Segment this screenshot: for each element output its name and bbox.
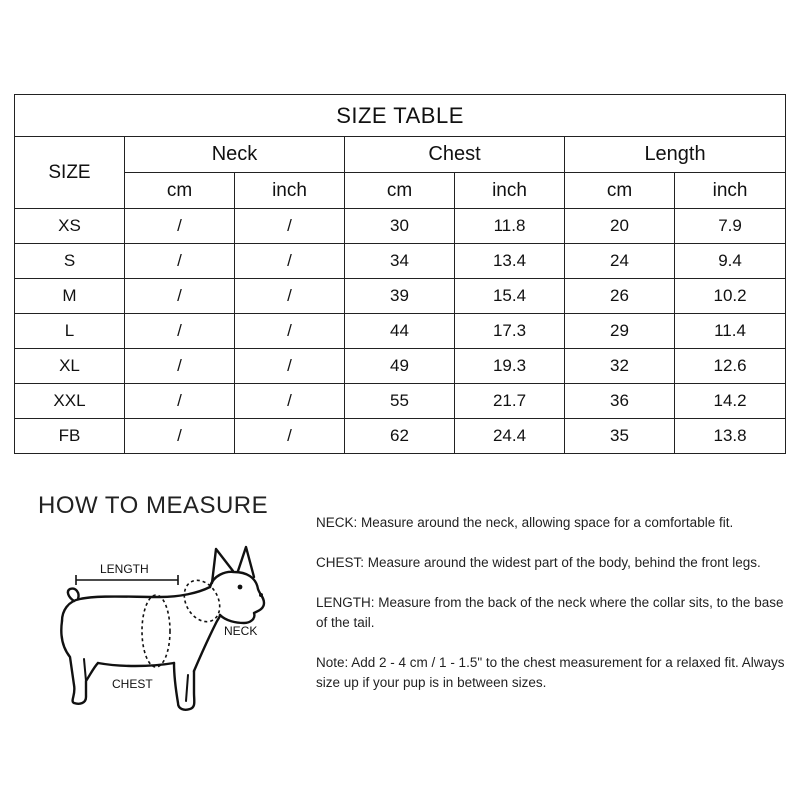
dog-eye xyxy=(238,585,243,590)
chest-label: CHEST xyxy=(112,677,153,691)
length-group-header: Length xyxy=(565,137,786,173)
fit-note: Note: Add 2 - 4 cm / 1 - 1.5" to the chest measurement for a relaxed fit. Always size up if your pup is in between sizes. xyxy=(316,655,785,690)
table-row xyxy=(15,419,786,454)
measurement-cell: 13.4 xyxy=(455,244,565,279)
measurement-cell: 10.2 xyxy=(675,279,786,314)
measurement-cell: 12.6 xyxy=(675,349,786,384)
measurement-cell: 11.4 xyxy=(675,314,786,349)
measurement-cell: 14.2 xyxy=(675,384,786,419)
measurement-cell: 20 xyxy=(565,209,675,244)
dog-measure-figure xyxy=(50,535,280,760)
measurement-cell: 15.4 xyxy=(455,279,565,314)
measurement-cell: 36 xyxy=(565,384,675,419)
size-table xyxy=(14,94,786,454)
size-label-cell: M xyxy=(15,279,125,314)
size-label-cell: XXL xyxy=(15,384,125,419)
measurement-cell: 21.7 xyxy=(455,384,565,419)
size-label-cell: FB xyxy=(15,419,125,454)
table-title: SIZE TABLE xyxy=(15,95,786,137)
table-row xyxy=(15,314,786,349)
measurement-cell: / xyxy=(235,209,345,244)
measurement-cell: 39 xyxy=(345,279,455,314)
measurement-cell: / xyxy=(125,209,235,244)
size-label-cell: XS xyxy=(15,209,125,244)
table-body xyxy=(15,209,786,454)
neck-measure-ring xyxy=(177,574,227,628)
table-row xyxy=(15,279,786,314)
measurement-cell: 9.4 xyxy=(675,244,786,279)
measurement-cell: 24.4 xyxy=(455,419,565,454)
measurement-cell: / xyxy=(125,314,235,349)
measurement-cell: 13.8 xyxy=(675,419,786,454)
length-instruction: LENGTH: Measure from the back of the neck where the collar sits, to the base of the tail. xyxy=(316,595,784,630)
measure-instructions xyxy=(316,513,790,713)
table-row xyxy=(15,209,786,244)
measurement-cell: / xyxy=(235,419,345,454)
measurement-cell: 34 xyxy=(345,244,455,279)
chest-measure-ring xyxy=(142,595,170,667)
measurement-cell: / xyxy=(125,349,235,384)
measurement-cell: / xyxy=(235,314,345,349)
measurement-cell: 24 xyxy=(565,244,675,279)
table-row xyxy=(15,349,786,384)
table-row xyxy=(15,244,786,279)
measurement-cell: / xyxy=(125,419,235,454)
unit-header: inch xyxy=(675,173,786,209)
measurement-cell: 49 xyxy=(345,349,455,384)
chest-instruction: CHEST: Measure around the widest part of the body, behind the front legs. xyxy=(316,555,761,570)
measurement-cell: 29 xyxy=(565,314,675,349)
measurement-cell: / xyxy=(235,279,345,314)
table-row xyxy=(15,384,786,419)
measurement-cell: / xyxy=(235,349,345,384)
unit-header: inch xyxy=(235,173,345,209)
size-label-cell: XL xyxy=(15,349,125,384)
chest-group-header: Chest xyxy=(345,137,565,173)
measurement-cell: 44 xyxy=(345,314,455,349)
measurement-cell: 7.9 xyxy=(675,209,786,244)
size-label-cell: S xyxy=(15,244,125,279)
unit-header: cm xyxy=(125,173,235,209)
unit-header: inch xyxy=(455,173,565,209)
dog-nose xyxy=(259,593,263,597)
neck-group-header: Neck xyxy=(125,137,345,173)
neck-label: NECK xyxy=(224,624,258,638)
length-measure-line xyxy=(76,575,178,585)
measurement-cell: / xyxy=(125,244,235,279)
measurement-cell: 32 xyxy=(565,349,675,384)
measurement-cell: / xyxy=(235,244,345,279)
measurement-cell: 11.8 xyxy=(455,209,565,244)
measurement-cell: 19.3 xyxy=(455,349,565,384)
unit-header: cm xyxy=(345,173,455,209)
measurement-cell: 17.3 xyxy=(455,314,565,349)
measurement-cell: 30 xyxy=(345,209,455,244)
measurement-cell: 55 xyxy=(345,384,455,419)
measurement-cell: 26 xyxy=(565,279,675,314)
unit-header: cm xyxy=(565,173,675,209)
how-to-measure-title: HOW TO MEASURE xyxy=(38,492,269,519)
size-column-header: SIZE xyxy=(15,137,125,209)
length-label: LENGTH xyxy=(100,562,149,576)
measurement-cell: / xyxy=(125,384,235,419)
measurement-cell: / xyxy=(235,384,345,419)
size-label-cell: L xyxy=(15,314,125,349)
measurement-cell: 35 xyxy=(565,419,675,454)
measurement-cell: 62 xyxy=(345,419,455,454)
neck-instruction: NECK: Measure around the neck, allowing space for a comfortable fit. xyxy=(316,515,734,530)
measurement-cell: / xyxy=(125,279,235,314)
